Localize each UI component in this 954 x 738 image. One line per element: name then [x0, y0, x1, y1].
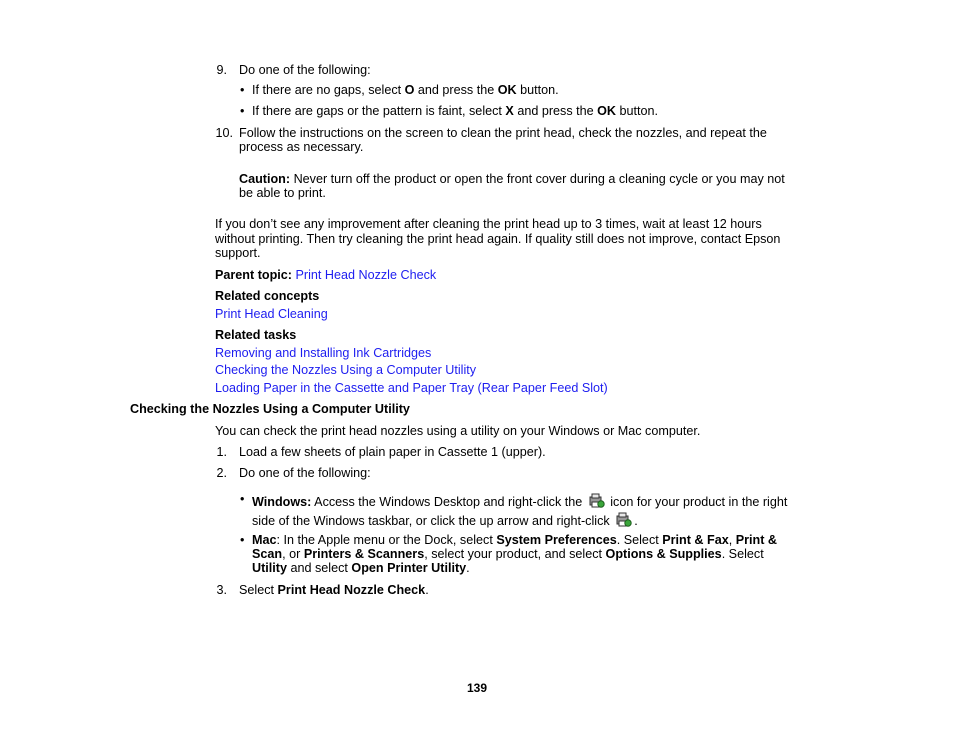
step-text: Do one of the following: [239, 466, 371, 480]
related-concepts-heading: Related concepts [215, 289, 320, 303]
step-number: 3. [216, 583, 227, 597]
printer-utility-icon [588, 492, 605, 509]
related-task-link[interactable]: Removing and Installing Ink Cartridges [215, 346, 432, 360]
caution-note-line: be able to print. [239, 186, 326, 200]
paragraph-line: support. [215, 246, 261, 260]
paragraph-line: without printing. Then try cleaning the print head again. If quality still does not improve, contact Epson [215, 232, 781, 246]
section-intro: You can check the print head nozzles using a utility on your Windows or Mac computer. [215, 424, 701, 438]
caution-note: Caution: Never turn off the product or open the front cover during a cleaning cycle or you may not [239, 172, 785, 186]
instruction-no-gaps: If there are no gaps, select O and press the OK button. [252, 83, 559, 97]
step-text-line: Follow the instructions on the screen to clean the print head, check the nozzles, and repeat the [239, 126, 767, 140]
bullet: • [240, 492, 245, 506]
page-number: 139 [466, 681, 488, 695]
mac-instruction-line: Scan, or Printers & Scanners, select your product, and select Options & Supplies. Select [252, 547, 764, 561]
mac-instruction-line: Utility and select Open Printer Utility. [252, 561, 470, 575]
bullet: • [240, 533, 245, 547]
step-text: Do one of the following: [239, 63, 371, 77]
windows-label: Windows: [252, 495, 312, 509]
bullet: • [240, 104, 245, 118]
paragraph-line: If you don’t see any improvement after cleaning the print head up to 3 times, wait at least 12 hours [215, 217, 762, 231]
step-text: Select Print Head Nozzle Check. [239, 583, 429, 597]
mac-label: Mac [252, 533, 277, 547]
step-text-line: process as necessary. [239, 140, 364, 154]
bullet: • [240, 83, 245, 97]
step-number: 1. [216, 445, 227, 459]
related-tasks-heading: Related tasks [215, 328, 297, 342]
instruction-gaps: If there are gaps or the pattern is faint, select X and press the OK button. [252, 104, 659, 118]
step-number: 10. [215, 126, 233, 140]
parent-topic [215, 268, 436, 283]
step-number: 9. [216, 63, 227, 77]
mac-instruction: Mac: In the Apple menu or the Dock, select System Preferences. Select Print & Fax, Print & [252, 533, 777, 547]
related-task-link[interactable]: Loading Paper in the Cassette and Paper Tray (Rear Paper Feed Slot) [215, 381, 608, 395]
parent-topic-link[interactable]: Print Head Nozzle Check [295, 268, 437, 282]
step-number: 2. [216, 466, 227, 480]
step-text: Load a few sheets of plain paper in Cassette 1 (upper). [239, 445, 546, 459]
related-task-link[interactable]: Checking the Nozzles Using a Computer Utility [215, 363, 477, 377]
related-concept-link[interactable]: Print Head Cleaning [215, 307, 328, 321]
caution-label: Caution: [239, 172, 291, 186]
section-heading: Checking the Nozzles Using a Computer Utility [130, 402, 410, 416]
windows-instruction-line: side of the Windows taskbar, or click the up arrow and right-click . [252, 511, 638, 529]
parent-topic-label: Parent topic: [215, 268, 292, 282]
printer-utility-icon [615, 511, 632, 528]
windows-instruction: Windows: Access the Windows Desktop and right-click the icon for your product in the right [252, 492, 787, 510]
